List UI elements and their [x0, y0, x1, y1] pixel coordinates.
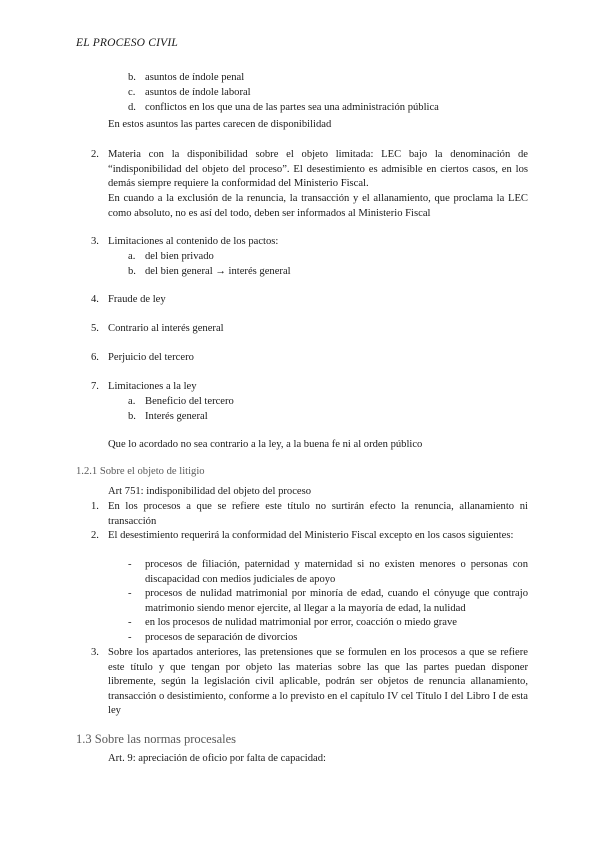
dash-marker: -: [128, 632, 132, 643]
list-number: 6.: [91, 352, 99, 363]
section-heading: 1.3 Sobre las normas procesales: [76, 732, 237, 746]
list-number: 7.: [91, 381, 99, 392]
list-number: 3.: [91, 236, 99, 247]
item2-paragraph-1: Materia con la disponibilidad sobre el objeto limitada: LEC bajo la denominación de “indisponibilidad del objeto del proceso”. El desestimiento es admisible en ciertos casos, en los demás siempre requiere la conformidad del Ministerio Fiscal.: [108, 149, 528, 190]
sublist-item: del bien general → interés general: [145, 266, 291, 277]
article-reference: Art. 9: apreciación de oficio por falta de capacidad:: [108, 753, 326, 764]
sublist-item: asuntos de índole penal: [145, 72, 245, 83]
sublist-marker: d.: [128, 102, 136, 113]
sublist-marker: b.: [128, 72, 136, 83]
list-item-text: Sobre los apartados anteriores, las pretensiones que se formulen en los procesos a que se refiere este título y que tengan por objeto las materias sobre las que las partes puedan disponer libremente, según la legislación civil aplicable, podrán ser objetos de renuncia allanamiento, transacción o desistimiento, conforme a lo previsto en el capítulo IV cel Título I del Libro I de esta ley: [108, 647, 528, 717]
list-item-text: En los procesos a que se refiere este título no surtirán efecto la renuncia, allanamiento ni transacción: [108, 501, 528, 527]
sublist-marker: c.: [128, 87, 136, 98]
list-number: 4.: [91, 294, 99, 305]
dash-marker: -: [128, 617, 132, 628]
section-heading: 1.2.1 Sobre el objeto de litigio: [76, 466, 205, 477]
list-number: 1.: [91, 501, 99, 512]
list-item-text: Limitaciones a la ley: [108, 381, 197, 392]
sublist-marker: b.: [128, 411, 136, 422]
sublist-item: asuntos de índole laboral: [145, 87, 251, 98]
list-item-text: Fraude de ley: [108, 294, 166, 305]
sublist-item: Beneficio del tercero: [145, 396, 234, 407]
closing-note: Que lo acordado no sea contrario a la ley, a la buena fe ni al orden público: [108, 439, 423, 450]
sublist-marker: a.: [128, 396, 136, 407]
list-number: 2.: [91, 530, 99, 541]
sublist-marker: a.: [128, 251, 136, 262]
dash-item: procesos de filiación, paternidad y maternidad si no existen menores o personas con discapacidad con medios judiciales de apoyo: [145, 559, 528, 585]
dash-marker: -: [128, 588, 132, 599]
sublist-marker: b.: [128, 266, 136, 277]
list-item-text: Perjuicio del tercero: [108, 352, 194, 363]
list-item-text: El desestimiento requerirá la conformidad del Ministerio Fiscal excepto en los casos siguientes:: [108, 530, 514, 541]
article-reference: Art 751: indisponibilidad del objeto del proceso: [108, 486, 312, 497]
top-note: En estos asuntos las partes carecen de disponibilidad: [108, 119, 332, 130]
sublist-item: conflictos en los que una de las partes sea una administración pública: [145, 102, 439, 113]
list-number: 2.: [91, 149, 99, 160]
running-header: EL PROCESO CIVIL: [76, 37, 179, 49]
dash-item: procesos de nulidad matrimonial por minoría de edad, cuando el cónyuge que contrajo matrimonio siendo menor ejercite, al llegar a la mayoría de edad, la nulidad: [145, 588, 528, 614]
sublist-item: Interés general: [145, 411, 208, 422]
list-number: 5.: [91, 323, 99, 334]
dash-item: en los procesos de nulidad matrimonial por error, coacción o miedo grave: [145, 617, 457, 628]
list-item-text: Contrario al interés general: [108, 323, 224, 334]
dash-item: procesos de separación de divorcios: [145, 632, 298, 643]
sublist-item: del bien privado: [145, 251, 214, 262]
list-number: 3.: [91, 647, 99, 658]
dash-marker: -: [128, 559, 132, 570]
list-item-text: Limitaciones al contenido de los pactos:: [108, 236, 279, 247]
item2-paragraph-2: En cuando a la exclusión de la renuncia, la transacción y el allanamiento, que proclama la LEC como absoluto, no es así del todo, deben ser informados al Ministerio Fiscal: [108, 193, 528, 219]
